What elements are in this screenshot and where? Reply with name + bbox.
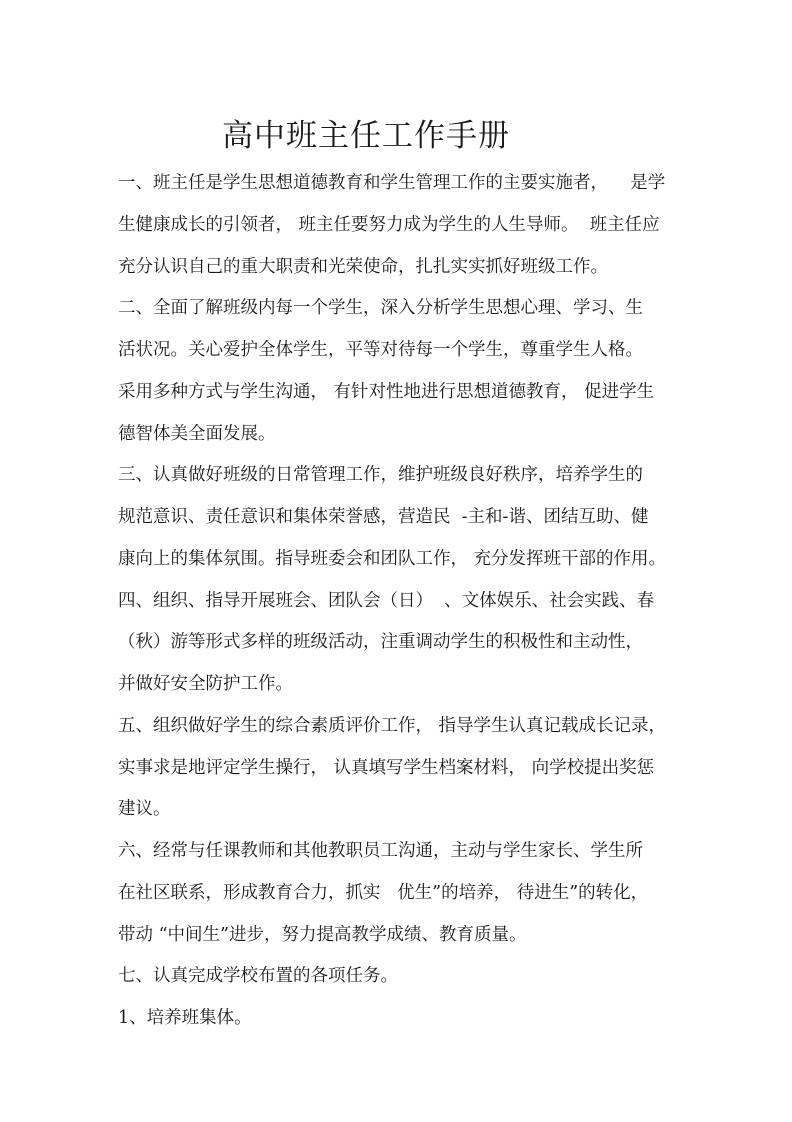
paragraph-line: 四、组织、指导开展班会、团队会（日） 、文体娱乐、社会实践、春	[118, 590, 655, 611]
paragraph-line: 七、认真完成学校布置的各项任务。	[118, 966, 398, 987]
paragraph-line: 一、班主任是学生思想道德教育和学生管理工作的主要实施者， 是学	[118, 173, 666, 193]
paragraph-line: 1、培养班集体。	[118, 1008, 252, 1028]
paragraph-line: 五、组织做好学生的综合素质评价工作， 指导学生认真记载成长记录，	[118, 715, 667, 736]
document-title: 高中班主任工作手册	[222, 118, 510, 154]
paragraph-line: 充分认识自己的重大职责和光荣使命，扎扎实实抓好班级工作。	[118, 256, 608, 277]
paragraph-line: 并做好安全防护工作。	[118, 674, 293, 694]
paragraph-line: （秋）游等形式多样的班级活动，注重调动学生的积极性和主动性，	[118, 632, 643, 653]
paragraph-line: 实事求是地评定学生操行， 认真填写学生档案材料， 向学校提出奖惩	[118, 757, 655, 778]
paragraph-line: 生健康成长的引领者， 班主任要努力成为学生的人生导师。 班主任应	[118, 214, 660, 235]
paragraph-line: 德智体美全面发展。	[118, 423, 276, 444]
paragraph-line: 采用多种方式与学生沟通， 有针对性地进行思想道德教育， 促进学生	[118, 381, 655, 402]
paragraph-line: 康向上的集体氛围。指导班委会和团队工作， 充分发挥班干部的作用。	[118, 548, 667, 569]
paragraph-line: 活状况。关心爱护全体学生，平等对待每一个学生，尊重学生人格。	[118, 340, 643, 360]
paragraph-line: 三、认真做好班级的日常管理工作，维护班级良好秩序，培养学生的	[118, 465, 643, 486]
paragraph-line: 带动 “中间生”进步，努力提高教学成绩、教育质量。	[118, 924, 527, 945]
paragraph-line: 建议。	[118, 799, 171, 820]
paragraph-line: 六、经常与任课教师和其他教职员工沟通，主动与学生家长、学生所	[118, 841, 643, 861]
paragraph-line: 规范意识、责任意识和集体荣誉感，营造民 -主和-谐、团结互助、健	[118, 507, 649, 527]
paragraph-line: 在社区联系，形成教育合力，抓实 优生”的培养， 待进生”的转化，	[118, 882, 649, 903]
paragraph-line: 二、全面了解班级内每一个学生，深入分析学生思想心理、学习、生	[118, 298, 643, 319]
